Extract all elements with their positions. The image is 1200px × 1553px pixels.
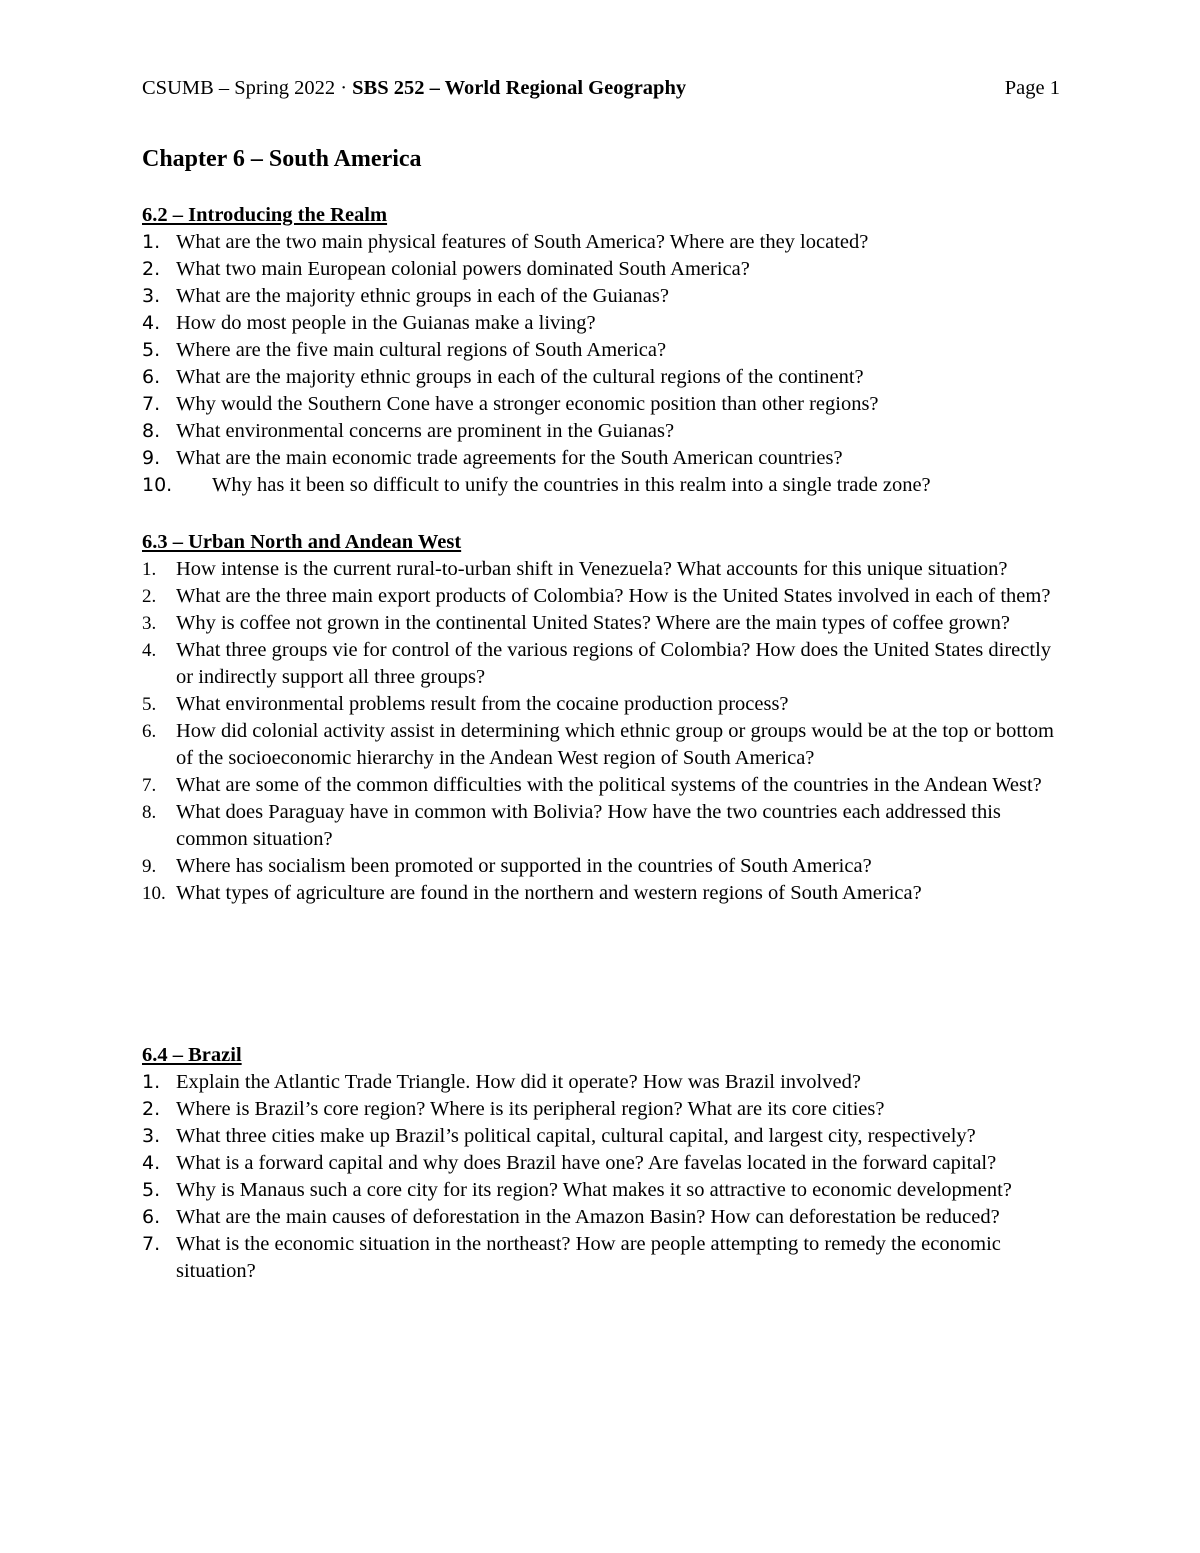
item-number: 9. — [142, 856, 157, 877]
item-number: 4. — [142, 312, 161, 334]
list-item — [142, 364, 1062, 391]
section-title: 6.2 – Introducing the Realm — [142, 204, 388, 226]
item-text: What is a forward capital and why does Brazil have one? Are favelas located in the forward capital? — [176, 1152, 997, 1174]
list-item — [142, 637, 1062, 691]
item-number: 1. — [142, 231, 161, 253]
item-text: What three groups vie for control of the various regions of Colombia? How does the United States directly or indirectly support all three groups? — [176, 639, 1052, 688]
item-number: 9. — [142, 447, 161, 469]
item-text: What environmental problems result from the cocaine production process? — [176, 693, 789, 715]
item-text: What two main European colonial powers dominated South America? — [176, 258, 750, 280]
list-item — [142, 1123, 1062, 1150]
page-header — [142, 73, 1060, 103]
item-text: What are the majority ethnic groups in each of the Guianas? — [176, 285, 669, 307]
item-number: 1. — [142, 559, 157, 580]
list-item — [142, 718, 1062, 772]
item-text: How intense is the current rural-to-urban shift in Venezuela? What accounts for this unique situation? — [176, 558, 1008, 580]
item-number: 3. — [142, 1125, 161, 1147]
list-item — [142, 229, 1062, 256]
list-item — [142, 1069, 1062, 1096]
chapter-title: Chapter 6 – South America — [142, 146, 422, 172]
item-number: 5. — [142, 694, 157, 715]
item-number: 4. — [142, 640, 157, 661]
list-item — [142, 1204, 1062, 1231]
item-text: How do most people in the Guianas make a living? — [176, 312, 596, 334]
item-number: 10. — [142, 883, 166, 904]
item-text: What are the three main export products of Colombia? How is the United States involved in each of them? — [176, 585, 1051, 607]
item-number: 6. — [142, 721, 157, 742]
list-item — [142, 283, 1062, 310]
item-text: What are the majority ethnic groups in each of the cultural regions of the continent? — [176, 366, 864, 388]
list-item — [142, 880, 1062, 907]
item-number: 2. — [142, 586, 157, 607]
item-text: Where is Brazil’s core region? Where is its peripheral region? What are its core cities? — [176, 1098, 885, 1120]
list-item — [142, 445, 1062, 472]
course-term: CSUMB – Spring 2022 · — [142, 77, 353, 99]
item-number: 10. — [142, 474, 173, 496]
item-text: How did colonial activity assist in determining which ethnic group or groups would be at the top or bottom of the socioeconomic hierarchy in the Andean West region of South America? — [176, 720, 1054, 769]
list-item — [142, 610, 1062, 637]
question-list — [142, 556, 1062, 907]
section-title: 6.4 – Brazil — [142, 1044, 242, 1066]
item-number: 8. — [142, 802, 157, 823]
item-text: Why would the Southern Cone have a stronger economic position than other regions? — [176, 393, 879, 415]
item-number: 2. — [142, 1098, 161, 1120]
list-item — [142, 799, 1062, 853]
page-number: Page 1 — [1004, 77, 1060, 99]
item-number: 5. — [142, 339, 161, 361]
item-text: Explain the Atlantic Trade Triangle. How did it operate? How was Brazil involved? — [176, 1071, 861, 1093]
item-number: 7. — [142, 775, 157, 796]
item-text: What types of agriculture are found in the northern and western regions of South America? — [176, 882, 922, 904]
item-text: Why is Manaus such a core city for its region? What makes it so attractive to economic development? — [176, 1179, 1012, 1201]
item-text: What are the two main physical features of South America? Where are they located? — [176, 231, 869, 253]
list-item — [142, 853, 1062, 880]
list-item — [142, 1150, 1062, 1177]
item-number: 8. — [142, 420, 161, 442]
list-item — [142, 1231, 1062, 1285]
section-urban-north-andean-west — [142, 529, 1062, 907]
item-number: 1. — [142, 1071, 161, 1093]
list-item — [142, 1177, 1062, 1204]
list-item — [142, 583, 1062, 610]
list-item — [142, 556, 1062, 583]
item-text: What three cities make up Brazil’s political capital, cultural capital, and largest city, respectively? — [176, 1125, 976, 1147]
list-item — [142, 310, 1062, 337]
item-number: 6. — [142, 1206, 161, 1228]
item-text: What are the main causes of deforestation in the Amazon Basin? How can deforestation be reduced? — [176, 1206, 1000, 1228]
item-number: 3. — [142, 613, 157, 634]
item-text: What does Paraguay have in common with Bolivia? How have the two countries each addressed this common situation? — [176, 801, 1001, 850]
item-text: What environmental concerns are prominent in the Guianas? — [176, 420, 675, 442]
list-item — [142, 391, 1062, 418]
section-title: 6.3 – Urban North and Andean West — [142, 531, 462, 553]
list-item — [142, 1096, 1062, 1123]
question-list — [142, 229, 1062, 499]
question-list — [142, 1069, 1062, 1285]
list-item — [142, 472, 1062, 499]
item-text: Why has it been so difficult to unify the countries in this realm into a single trade zone? — [212, 474, 931, 496]
item-number: 6. — [142, 366, 161, 388]
item-number: 2. — [142, 258, 161, 280]
item-text: What are some of the common difficulties with the political systems of the countries in the Andean West? — [176, 774, 1042, 796]
item-text: What is the economic situation in the northeast? How are people attempting to remedy the economic situation? — [176, 1233, 1001, 1282]
item-text: Why is coffee not grown in the continental United States? Where are the main types of coffee grown? — [176, 612, 1010, 634]
list-item — [142, 418, 1062, 445]
course-title: SBS 252 – World Regional Geography — [352, 77, 687, 99]
list-item — [142, 256, 1062, 283]
item-number: 7. — [142, 393, 161, 415]
list-item — [142, 772, 1062, 799]
item-number: 3. — [142, 285, 161, 307]
item-number: 7. — [142, 1233, 161, 1255]
item-number: 5. — [142, 1179, 161, 1201]
section-introducing-realm — [142, 202, 1062, 499]
item-text: What are the main economic trade agreements for the South American countries? — [176, 447, 843, 469]
list-item — [142, 337, 1062, 364]
item-text: Where are the five main cultural regions of South America? — [176, 339, 667, 361]
section-brazil — [142, 1042, 1062, 1285]
list-item — [142, 691, 1062, 718]
item-text: Where has socialism been promoted or supported in the countries of South America? — [176, 855, 872, 877]
item-number: 4. — [142, 1152, 161, 1174]
course-line — [142, 73, 686, 103]
